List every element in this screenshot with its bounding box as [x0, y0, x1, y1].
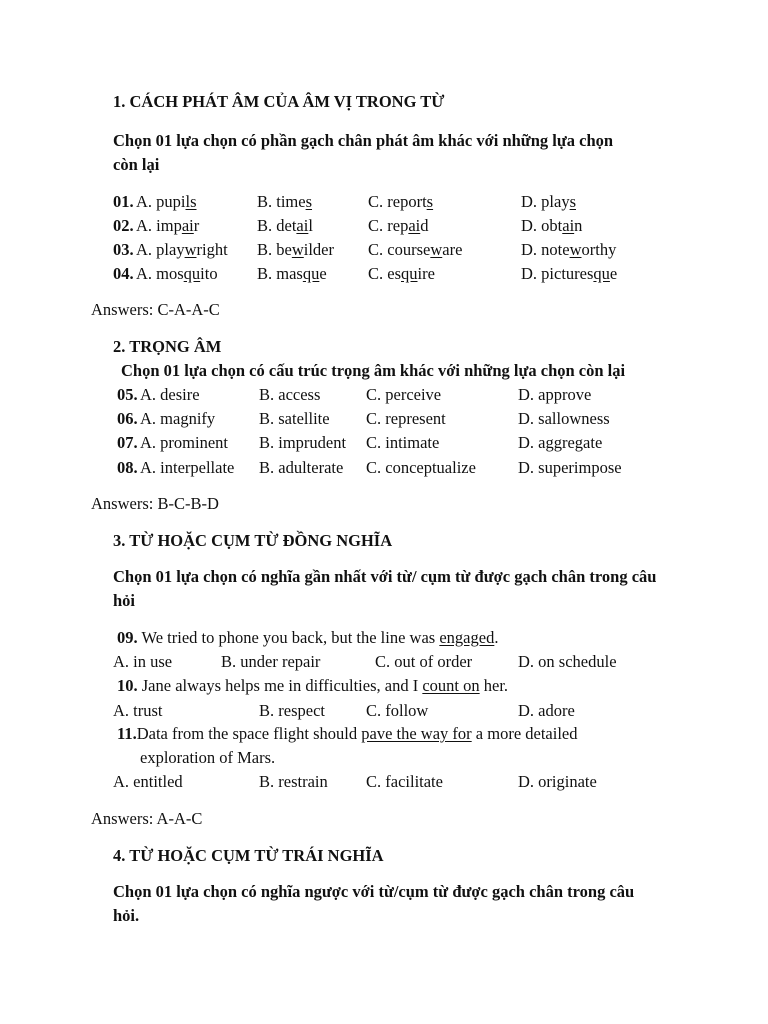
underlined-sound: qu — [302, 264, 320, 283]
option-a: A. playwright — [136, 240, 228, 259]
question-number: 05. — [117, 385, 138, 404]
underlined-sound: w — [569, 240, 582, 259]
q10-option-c: C. follow — [366, 701, 429, 720]
q10-option-b: B. respect — [259, 701, 325, 720]
q09-option-b: B. under repair — [221, 652, 321, 671]
underlined-sound: qu — [593, 264, 610, 283]
section-3-heading: 3. TỪ HOẶC CỤM TỪ ĐỒNG NGHĨA — [113, 531, 393, 550]
question-10: 10. Jane always helps me in difficulties, and I count on her. — [117, 676, 509, 695]
section-1-heading: 1. CÁCH PHÁT ÂM CỦA ÂM VỊ TRONG TỪ — [113, 92, 445, 111]
underlined-sound: ai — [181, 216, 194, 235]
q09-option-a: A. in use — [113, 652, 173, 671]
underlined-sound: s — [569, 192, 576, 211]
option-b: B. detail — [257, 216, 313, 235]
section-3-answers: Answers: A-A-C — [91, 809, 203, 828]
question-11: 11.Data from the space flight should pave the way for a more detailed — [117, 724, 578, 743]
section-2-instruction: Chọn 01 lựa chọn có cấu trúc trọng âm khác với những lựa chọn còn lại — [121, 361, 626, 380]
option-a: A. magnify — [140, 409, 216, 428]
underlined-sound: w — [291, 240, 304, 259]
q09-option-d: D. on schedule — [518, 652, 617, 671]
option-b: B. adulterate — [259, 458, 344, 477]
question-number: 02. — [113, 216, 134, 235]
q11-option-a: A. entitled — [113, 772, 183, 791]
section-3-instruction-cont: hỏi — [113, 591, 136, 610]
option-b: B. times — [257, 192, 313, 211]
q10-option-a: A. trust — [113, 701, 163, 720]
underlined-word: engaged — [439, 628, 495, 647]
option-d: D. picturesque — [521, 264, 618, 283]
section-2-answers: Answers: B-C-B-D — [91, 494, 219, 513]
underlined-phrase: pave the way for — [361, 724, 472, 743]
option-c: C. repaid — [368, 216, 429, 235]
option-c: C. represent — [366, 409, 446, 428]
option-b: B. masque — [257, 264, 327, 283]
section-1-instruction: Chọn 01 lựa chọn có phần gạch chân phát âm khác với những lựa chọn — [113, 131, 614, 150]
option-c: C. conceptualize — [366, 458, 476, 477]
section-2-heading: 2. TRỌNG ÂM — [113, 337, 222, 356]
option-c: C. intimate — [366, 433, 440, 452]
option-c: C. courseware — [368, 240, 463, 259]
q09-option-c: C. out of order — [375, 652, 473, 671]
option-a: A. impair — [136, 216, 200, 235]
option-b: B. bewilder — [257, 240, 335, 259]
underlined-sound: w — [184, 240, 197, 259]
question-number: 06. — [117, 409, 138, 428]
underlined-sound: ai — [296, 216, 309, 235]
option-c: C. perceive — [366, 385, 442, 404]
section-4-instruction: Chọn 01 lựa chọn có nghĩa ngược với từ/cụm từ được gạch chân trong câu — [113, 882, 635, 901]
option-c: C. esquire — [368, 264, 435, 283]
option-d: D. sallowness — [518, 409, 610, 428]
underlined-sound: qu — [401, 264, 418, 283]
underlined-sound: s — [426, 192, 434, 211]
section-1-instruction-cont: còn lại — [113, 155, 160, 174]
question-number: 07. — [117, 433, 138, 452]
section-4-instruction-cont: hỏi. — [113, 906, 140, 925]
section-3-instruction: Chọn 01 lựa chọn có nghĩa gần nhất với từ/ cụm từ được gạch chân trong câu — [113, 567, 657, 586]
underlined-sound: ls — [185, 192, 197, 211]
underlined-phrase: count on — [422, 676, 480, 695]
option-d: D. aggregate — [518, 433, 603, 452]
underlined-sound: qu — [183, 264, 201, 283]
underlined-sound: ai — [562, 216, 575, 235]
underlined-sound: ai — [408, 216, 421, 235]
option-a: A. desire — [140, 385, 200, 404]
question-09: 09. We tried to phone you back, but the line was engaged. — [117, 628, 499, 647]
option-d: D. plays — [521, 192, 576, 211]
option-d: D. obtain — [521, 216, 583, 235]
section-4-heading: 4. TỪ HOẶC CỤM TỪ TRÁI NGHĨA — [113, 846, 384, 865]
option-a: A. prominent — [140, 433, 228, 452]
option-c: C. reports — [368, 192, 434, 211]
question-11-cont: exploration of Mars. — [140, 748, 276, 767]
q10-option-d: D. adore — [518, 701, 575, 720]
question-number: 08. — [117, 458, 138, 477]
q11-option-c: C. facilitate — [366, 772, 443, 791]
option-a: A. interpellate — [140, 458, 235, 477]
option-d: D. noteworthy — [521, 240, 617, 259]
option-b: B. access — [259, 385, 321, 404]
question-number: 01. — [113, 192, 134, 211]
option-b: B. imprudent — [259, 433, 347, 452]
question-number: 04. — [113, 264, 134, 283]
section-1-answers: Answers: C-A-A-C — [91, 300, 220, 319]
option-a: A. pupils — [136, 192, 197, 211]
underlined-sound: s — [305, 192, 313, 211]
option-b: B. satellite — [259, 409, 330, 428]
q11-option-d: D. originate — [518, 772, 597, 791]
q11-option-b: B. restrain — [259, 772, 328, 791]
option-d: D. approve — [518, 385, 592, 404]
option-d: D. superimpose — [518, 458, 622, 477]
underlined-sound: w — [430, 240, 443, 259]
question-number: 03. — [113, 240, 134, 259]
option-a: A. mosquito — [136, 264, 218, 283]
